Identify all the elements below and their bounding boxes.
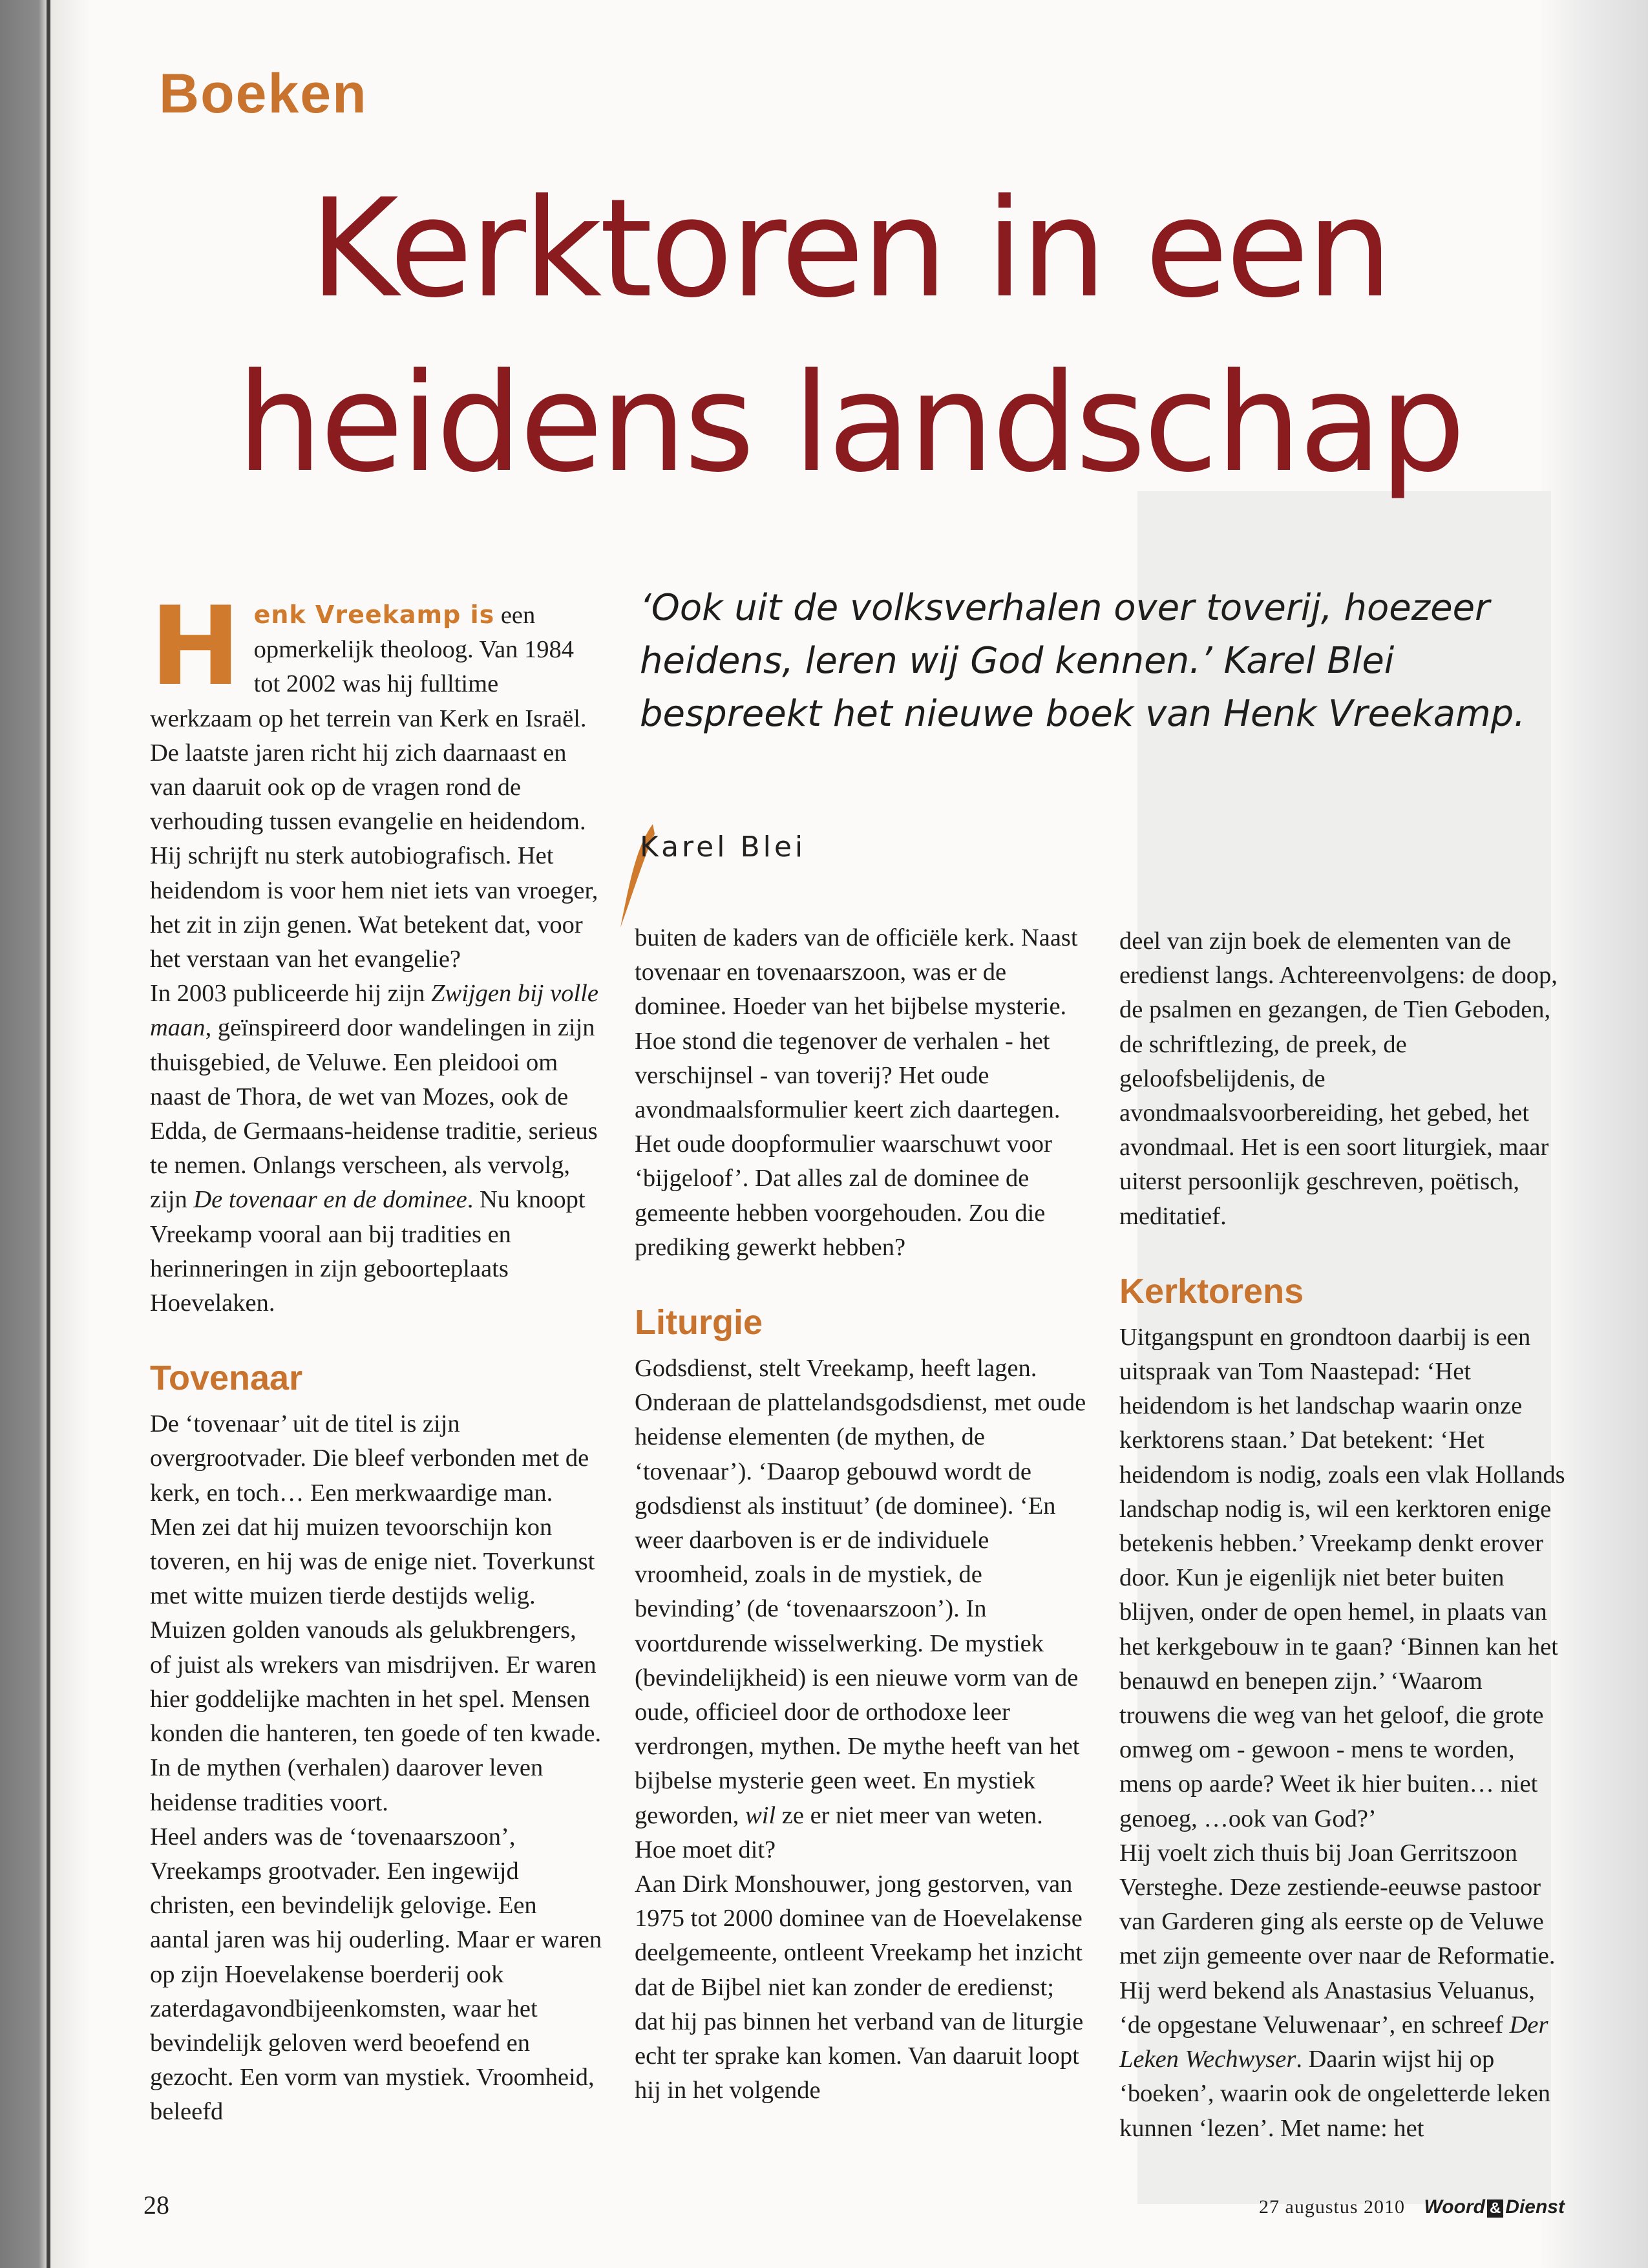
paragraph — [150, 583, 602, 977]
author-byline: Karel Blei — [640, 831, 807, 864]
paragraph-text: ze er niet meer van weten. Hoe moet dit? — [635, 1801, 1043, 1863]
paragraph: buiten de kaders van de officiële kerk. Naast tovenaar en tovenaarszoon, was er de dominee. Hoeder van het bijbelse mysterie. Hoe stond die tegenover de verhalen - het verschijnsel - van toverij? Het oude avondmaalsformulier keert zich daartegen. Het oude doopformulier waarschuwt voor ‘bijgeloof’. Dat alles zal de dominee de gemeente hebben voorgehouden. Zou die prediking gewerkt hebben? — [635, 924, 1078, 1261]
paragraph: De ‘tovenaar’ uit de titel is zijn overgrootvader. Die bleef verbonden met de kerk, en toch… Een merkwaardige man. Men zei dat hij muizen tevoorschijn kon toveren, en hij was de enige niet. Toverkunst met witte muizen tierde destijds welig. Muizen golden vanouds als gelukbrengers, of juist als wrekers van misdrijven. Er waren hier goddelijke machten in het spel. Mensen konden die hanteren, ten goede of ten kwade. In de mythen (verhalen) daarover leven heidense tradities voort. — [150, 1410, 602, 1816]
book-title: Der Leken Wechwyser — [1119, 2011, 1548, 2073]
paragraph: deel van zijn boek de elementen van de eredienst langs. Achtereenvolgens: de doop, de psalmen en gezangen, de Tien Geboden, de schriftlezing, de preek, de geloofsbelijdenis, de avondmaalsvoorbereiding, het gebed, het avondmaal. Het is een soort liturgiek, maar uiterst persoonlijk geschreven, poëtisch, meditatief. — [1119, 927, 1558, 1230]
issue-date: 27 augustus 2010 — [1259, 2196, 1405, 2218]
paragraph-text: , geïnspireerd door wandelingen in zijn thuisgebied, de Veluwe. Een pleidooi om naast de Thora, de wet van Mozes, ook de Edda, de Germaans-heidense traditie, serieus te nemen. Onlangs verscheen, als vervolg, zijn — [150, 1014, 598, 1214]
logo-word: Dienst — [1505, 2196, 1565, 2218]
headline-line-1: Kerktoren in een — [310, 169, 1390, 328]
article-column-3 — [1119, 924, 1565, 2146]
paragraph — [150, 977, 602, 1320]
binding-edge — [47, 0, 50, 2268]
headline-line-2: heidens landschap — [237, 344, 1463, 502]
paragraph-text: In 2003 publiceerde hij zijn — [150, 980, 432, 1008]
subhead-liturgie: Liturgie — [635, 1303, 763, 1342]
paragraph-text: . Nu knoopt Vreekamp vooral aan bij tradities en herinneringen in zijn geboorteplaats Hoevelaken. — [150, 1186, 586, 1317]
paragraph-text: een opmerkelijk theoloog. Van 1984 tot 2002 was hij fulltime werkzaam op het terrein van Kerk en Israël. De laatste jaren richt hij zich daarnaast en van daaruit ook op de vragen rond de verhouding tussen evangelie en heidendom. Hij schrijft nu sterk autobiografisch. Het heidendom is voor hem niet iets van vroeger, het zit in zijn genen. Wat betekent dat, voor het verstaan van het evangelie? — [150, 602, 598, 973]
book-title: De tovenaar en de dominee — [193, 1186, 467, 1214]
page-number: 28 — [143, 2190, 169, 2220]
paragraph-text: Godsdienst, stelt Vreekamp, heeft lagen. Onderaan de plattelandsgodsdienst, met oude heidense elementen (de mythen, de ‘tovenaar’). ‘Daarop gebouwd wordt de godsdienst als instituut’ (de dominee). ‘En weer daarboven is er de individuele vroomheid, zoals in de mystiek, de bevinding’ (de ‘tovenaarszoon’). In voortdurende wisselwerking. De mystiek (bevindelijkheid) is een nieuwe vorm van de oude, officieel door de orthodoxe leer verdrongen, mythen. De mythe heeft van het bijbelse mysterie geen weet. En mystiek geworden, — [635, 1355, 1086, 1829]
lead-in: enk Vreekamp is — [253, 600, 495, 629]
paragraph: Uitgangspunt en grondtoon daarbij is een uitspraak van Tom Naastepad: ‘Het heidendom is het landschap waarin onze kerktorens staan.’ Dat betekent: ‘Het heidendom is nodig, zoals een vlak Hollands landschap nodig is, wil een kerktoren enige betekenis hebben.’ Vreekamp denkt erover door. Kun je eigenlijk niet beter buiten blijven, onder de open hemel, in plaats van het kerkgebouw in te gaan? ‘Binnen kan het benauwd en benepen zijn.’ ‘Waarom trouwens die weg van het geloof, die grote omweg om - gewoon - mens te worden, mens op aarde? Weet ik hier buiten… niet genoeg, …ook van God?’ — [1119, 1323, 1565, 1832]
paragraph-text: . Daarin wijst hij op ‘boeken’, waarin ook de ongeletterde leken kunnen ‘lezen’. Met name: het — [1119, 2046, 1551, 2142]
footer — [1259, 2196, 1565, 2218]
logo-word: Woord — [1424, 2196, 1485, 2218]
section-label: Boeken — [159, 63, 368, 125]
headline — [155, 162, 1545, 511]
subhead-kerktorens: Kerktorens — [1119, 1271, 1304, 1311]
intro-text: ‘Ook uit de volksverhalen over toverij, hoezeer heidens, leren wij God kennen.’ Karel Blei bespreekt het nieuwe boek van Henk Vreekamp. — [640, 587, 1526, 735]
paragraph: Heel anders was de ‘tovenaarszoon’, Vreekamps grootvader. Een ingewijd christen, een bevindelijk gelovige. Een aantal jaren was hij ouderling. Maar er waren op zijn Hoevelakense boerderij ook zaterdagavondbijeenkomsten, waar het bevindelijk geloven werd beoefend en gezocht. Een vorm van mystiek. Vroomheid, beleefd — [150, 1823, 602, 2126]
article-column-1 — [150, 583, 602, 2130]
paragraph-text: Hij voelt zich thuis bij Joan Gerritszoon Versteghe. Deze zestiende-eeuwse pastoor van Garderen ging als eerste op de Veluwe met zijn gemeente over naar de Reformatie. Hij werd bekend als Anastasius Veluanus, ‘de opgestane Veluwenaar’, en schreef — [1119, 1839, 1556, 2039]
magazine-logo — [1424, 2196, 1565, 2218]
book-title: Zwijgen bij volle maan — [150, 980, 598, 1042]
logo-ampersand: & — [1487, 2199, 1503, 2218]
subhead-tovenaar: Tovenaar — [150, 1359, 303, 1398]
paragraph — [1119, 1836, 1565, 2146]
emphasis: wil — [745, 1801, 776, 1829]
paragraph — [635, 1351, 1087, 1867]
drop-cap: H — [150, 583, 241, 710]
article-column-2 — [635, 921, 1087, 2108]
paragraph: Aan Dirk Monshouwer, jong gestorven, van 1975 tot 2000 dominee van de Hoevelakense deelgemeente, ontleent Vreekamp het inzicht dat de Bijbel niet kan zonder de eredienst; dat hij pas binnen het verband van de liturgie echt ter sprake kan komen. Van daaruit loopt hij in het volgende — [635, 1871, 1084, 2104]
